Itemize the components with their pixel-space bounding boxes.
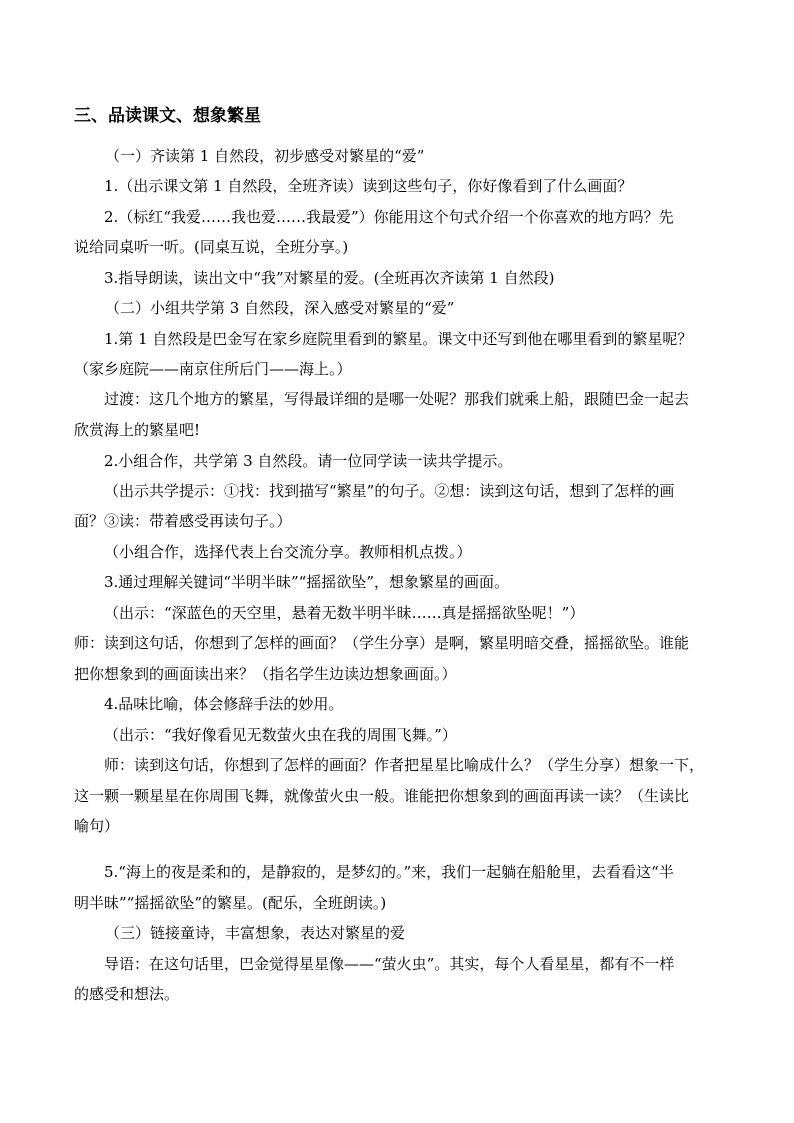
paragraph-line: 2.（标红“我爱……我也爱……我最爱”）你能用这个句式介绍一个你喜欢的地方吗？先 [104, 208, 674, 226]
subsection-heading-3: （三）链接童诗，丰富想象，表达对繁星的爱 [105, 924, 406, 942]
paragraph-line: （小组合作，选择代表上台交流分享。教师相机点拨。） [104, 543, 472, 561]
paragraph-line: 5.“海上的夜是柔和的，是静寂的，是梦幻的。”来，我们一起躺在船舱里，去看看这“半 [104, 863, 674, 881]
paragraph-line: 4.品味比喻，体会修辞手法的妙用。 [104, 695, 344, 713]
paragraph-line: 把你想象到的画面读出来？（指名学生边读边想象画面。） [74, 665, 457, 683]
paragraph-line: 3.指导朗读，读出文中“我”对繁星的爱。(全班再次齐读第 1 自然段) [104, 269, 555, 287]
paragraph-line: 的感受和想法。 [74, 985, 180, 1003]
paragraph-line: （出示：“深蓝色的天空里，悬着无数半明半昧……真是摇摇欲坠呢！”） [104, 604, 585, 622]
paragraph-line: （出示：“我好像看见无数萤火虫在我的周围飞舞。”） [104, 726, 457, 744]
paragraph-line: 师：读到这句话，你想到了怎样的画面？作者把星星比喻成什么？（学生分享）想象一下， [104, 756, 705, 774]
paragraph-line: 3.通过理解关键词“半明半昧”“摇摇欲坠”，想象繁星的画面。 [104, 573, 509, 591]
paragraph-line: 1.（出示课文第 1 自然段，全班齐读）读到这些句子，你好像看到了什么画面？ [104, 177, 633, 195]
subsection-heading-2: （二）小组共学第 3 自然段，深入感受对繁星的“爱” [105, 299, 455, 317]
paragraph-line: （家乡庭院——南京住所后门——海上。） [74, 360, 352, 378]
paragraph-line: （出示共学提示：①找：找到描写“繁星”的句子。②想：读到这句话，想到了怎样的画 [104, 482, 675, 500]
paragraph-line: 说给同桌听一听。(同桌互说，全班分享。) [74, 238, 349, 256]
paragraph-line: 明半昧”“摇摇欲坠”的繁星。(配乐，全班朗读。) [74, 894, 387, 912]
paragraph-line: 过渡：这几个地方的繁星，写得最详细的是哪一处呢？那我们就乘上船，跟随巴金一起去 [104, 390, 690, 408]
paragraph-line: 这一颗一颗星星在你周围飞舞，就像萤火虫一般。谁能把你想象到的画面再读一读？（生读比 [74, 787, 690, 805]
section-title: 三、品读课文、想象繁星 [74, 106, 261, 126]
paragraph-line: 面？③读：带着感受再读句子。） [74, 512, 292, 530]
paragraph-line: 欣赏海上的繁星吧! [74, 421, 201, 439]
subsection-heading-1: （一）齐读第 1 自然段，初步感受对繁星的“爱” [105, 147, 425, 165]
paragraph-line: 喻句） [74, 817, 120, 835]
paragraph-line: 2.小组合作，共学第 3 自然段。请一位同学读一读共学提示。 [104, 452, 513, 470]
paragraph-line: 1.第 1 自然段是巴金写在家乡庭院里看到的繁星。课文中还写到他在哪里看到的繁星呢？ [104, 330, 693, 348]
paragraph-line: 师：读到这句话，你想到了怎样的画面？（学生分享）是啊，繁星明暗交叠，摇摇欲坠。谁能 [74, 634, 690, 652]
paragraph-line: 导语：在这句话里，巴金觉得星星像——“萤火虫”。其实，每个人看星星，都有不一样 [104, 955, 675, 973]
